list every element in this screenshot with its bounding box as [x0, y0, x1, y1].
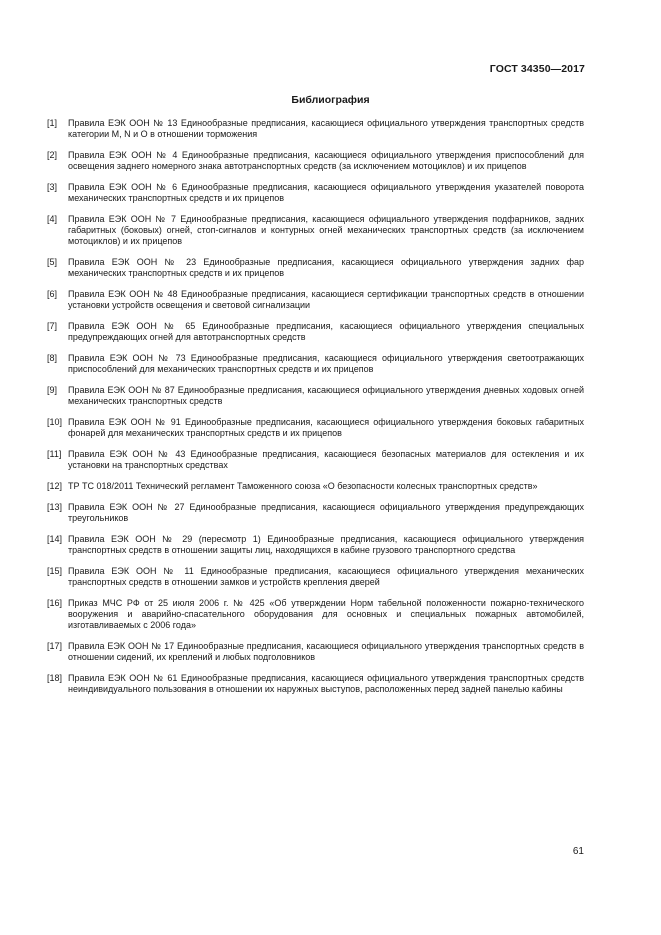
bibliography-item: [47, 598, 584, 631]
bibliography-item-number: [7]: [47, 321, 58, 331]
bibliography-item-number: [11]: [47, 449, 62, 459]
bibliography-item-text: Правила ЕЭК ООН № 61 Единообразные предписания, касающиеся официального утверждения транспортных средств неиндивидуального пользования в отношении их наружных выступов, расположенных перед задней панелью кабины: [68, 673, 584, 694]
document-code: ГОСТ 34350—2017: [489, 63, 585, 75]
bibliography-item: [47, 534, 584, 556]
bibliography-item-number: [15]: [47, 566, 63, 576]
bibliography-item-number: [18]: [47, 673, 63, 683]
bibliography-item-number: [14]: [47, 534, 63, 544]
page-title: Библиография: [291, 94, 370, 106]
bibliography-item-text: Правила ЕЭК ООН № 6 Единообразные предписания, касающиеся официального утверждения указателей поворота механических транспортных средств и их прицепов: [68, 182, 584, 203]
bibliography-item-text: Правила ЕЭК ООН № 4 Единообразные предписания, касающиеся официального утверждения приспособлений для освещения заднего номерного знака автотранспортных средств (за исключением мотоциклов) и их прицепов: [68, 150, 584, 171]
bibliography-item: [47, 150, 584, 172]
bibliography-item-number: [2]: [47, 150, 58, 160]
bibliography-item: [47, 449, 584, 471]
bibliography-item: [47, 118, 584, 140]
bibliography-item-text: Правила ЕЭК ООН № 29 (пересмотр 1) Единообразные предписания, касающиеся официального утверждения транспортных средств в отношении защиты лиц, находящихся в кабине грузового транспортного средства: [68, 534, 584, 555]
bibliography-item-number: [5]: [47, 257, 58, 267]
bibliography-item: [47, 641, 584, 663]
bibliography-item: [47, 353, 584, 375]
bibliography-item-text: Правила ЕЭК ООН № 17 Единообразные предписания, касающиеся официального утверждения транспортных средств в отношении сидений, их креплений и любых подголовников: [68, 641, 584, 662]
bibliography-item-number: [4]: [47, 214, 58, 224]
bibliography-item-text: Правила ЕЭК ООН № 27 Единообразные предписания, касающиеся официального утверждения предупреждающих треугольников: [68, 502, 584, 523]
bibliography-item: [47, 182, 584, 204]
bibliography-item-text: Правила ЕЭК ООН № 65 Единообразные предписания, касающиеся официального утверждения специальных предупреждающих огней для автотранспортных средств: [68, 321, 584, 342]
bibliography-item-text: Правила ЕЭК ООН № 48 Единообразные предписания, касающиеся сертификации транспортных средств в отношении установки устройств освещения и световой сигнализации: [68, 289, 584, 310]
bibliography-list: [47, 118, 584, 705]
bibliography-item-number: [12]: [47, 481, 63, 491]
bibliography-item: [47, 257, 584, 279]
bibliography-item-text: Правила ЕЭК ООН № 13 Единообразные предписания, касающиеся официального утверждения транспортных средств категории M, N и O в отношении торможения: [68, 118, 584, 139]
bibliography-item: [47, 321, 584, 343]
bibliography-item-number: [10]: [47, 417, 63, 427]
bibliography-item: [47, 673, 584, 695]
bibliography-item-text: Правила ЕЭК ООН № 73 Единообразные предписания, касающиеся официального утверждения светоотражающих приспособлений для механических транспортных средств и их прицепов: [68, 353, 584, 374]
bibliography-item-number: [3]: [47, 182, 58, 192]
bibliography-item-text: Приказ МЧС РФ от 25 июля 2006 г. № 425 «Об утверждении Норм табельной положенности пожарно-технического вооружения и аварийно-спасательного оборудования для основных и специальных пожарных автомобилей, изготавливаемых с 2006 года»: [68, 598, 584, 630]
bibliography-item-text: Правила ЕЭК ООН № 87 Единообразные предписания, касающиеся официального утверждения дневных ходовых огней механических транспортных средств: [68, 385, 584, 406]
bibliography-item-number: [17]: [47, 641, 63, 651]
bibliography-item: [47, 481, 584, 492]
bibliography-item: [47, 214, 584, 247]
bibliography-item: [47, 566, 584, 588]
page-number: 61: [572, 846, 584, 857]
bibliography-item: [47, 289, 584, 311]
bibliography-item: [47, 385, 584, 407]
bibliography-item-number: [13]: [47, 502, 63, 512]
bibliography-item-text: Правила ЕЭК ООН № 11 Единообразные предписания, касающиеся официального утверждения механических транспортных средств в отношении замков и устройств крепления дверей: [68, 566, 584, 587]
bibliography-item-text: Правила ЕЭК ООН № 91 Единообразные предписания, касающиеся официального утверждения боковых габаритных фонарей для механических транспортных средств и их прицепов: [68, 417, 584, 438]
bibliography-item-number: [16]: [47, 598, 63, 608]
bibliography-item-text: Правила ЕЭК ООН № 7 Единообразные предписания, касающиеся официального утверждения подфарников, задних габаритных (боковых) огней, стоп-сигналов и контурных огней механических транспортных средств (за исключением мотоциклов) и их прицепов: [68, 214, 584, 246]
bibliography-item-text: Правила ЕЭК ООН № 23 Единообразные предписания, касающиеся официального утверждения задних фар механических транспортных средств и их прицепов: [68, 257, 584, 278]
bibliography-item: [47, 502, 584, 524]
bibliography-item: [47, 417, 584, 439]
bibliography-item-number: [6]: [47, 289, 58, 299]
bibliography-item-text: ТР ТС 018/2011 Технический регламент Таможенного союза «О безопасности колесных транспортных средств»: [68, 481, 538, 491]
bibliography-item-text: Правила ЕЭК ООН № 43 Единообразные предписания, касающиеся безопасных материалов для остекления и их установки на транспортных средствах: [68, 449, 584, 470]
bibliography-item-number: [9]: [47, 385, 58, 395]
bibliography-item-number: [1]: [47, 118, 58, 128]
bibliography-item-number: [8]: [47, 353, 58, 363]
